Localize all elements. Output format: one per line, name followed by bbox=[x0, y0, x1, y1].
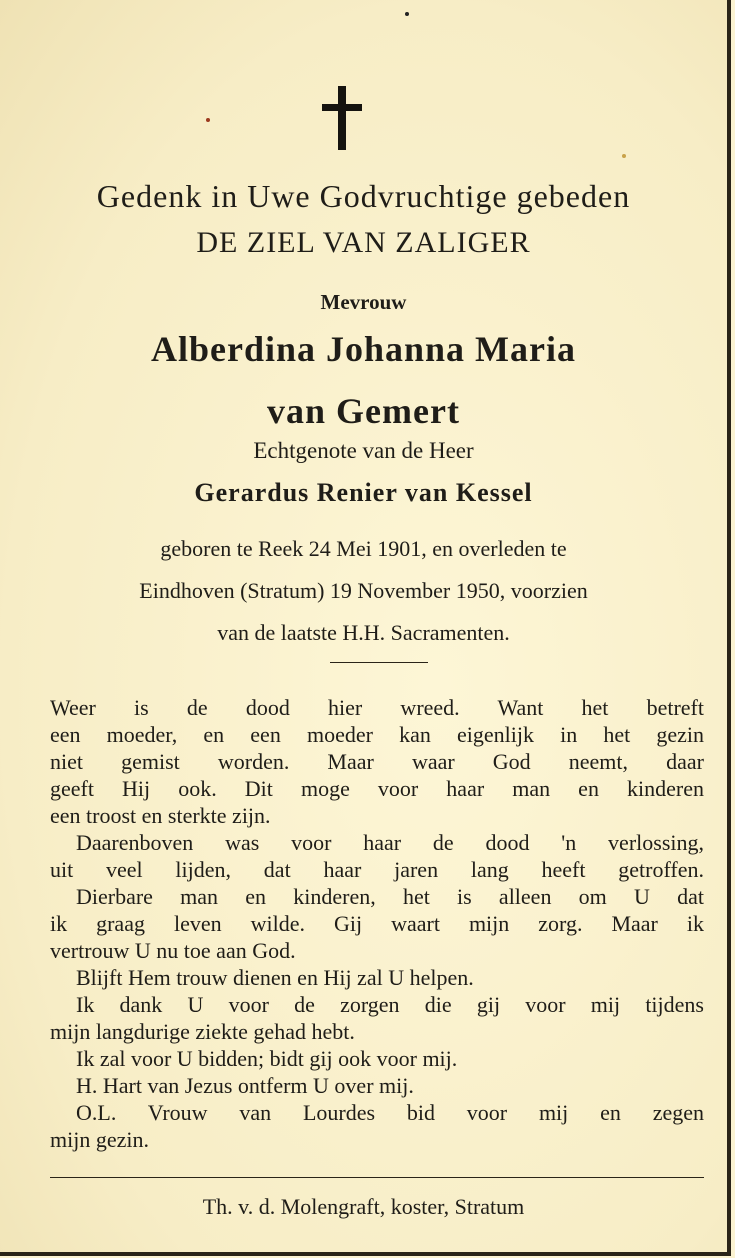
ink-speck bbox=[622, 154, 626, 158]
body-line: mijn gezin. bbox=[50, 1127, 149, 1152]
body-line: Blijft Hem trouw dienen en Hij zal U helpen. bbox=[76, 965, 474, 990]
divider-short bbox=[330, 662, 428, 663]
ink-speck bbox=[405, 12, 409, 16]
heading-line2: DE ZIEL VAN ZALIGER bbox=[196, 226, 531, 259]
body-line: niet gemist worden. Maar waar God neemt, daar bbox=[50, 749, 704, 774]
body-line: vertrouw U nu toe aan God. bbox=[50, 938, 296, 963]
body-line: een moeder, en een moeder kan eigenlijk in het gezin bbox=[50, 722, 704, 747]
divider-long bbox=[50, 1177, 704, 1178]
life-line3: van de laatste H.H. Sacramenten. bbox=[217, 620, 510, 645]
body-line: H. Hart van Jezus ontferm U over mij. bbox=[76, 1073, 414, 1098]
life-line2: Eindhoven (Stratum) 19 November 1950, voorzien bbox=[139, 578, 588, 603]
spouse-name: Gerardus Renier van Kessel bbox=[194, 478, 533, 507]
body-line: geeft Hij ook. Dit moge voor haar man en kinderen bbox=[50, 776, 704, 801]
body-line: Ik zal voor U bidden; bidt gij ook voor mij. bbox=[76, 1046, 458, 1071]
body-line: Daarenboven was voor haar de dood 'n verlossing, bbox=[76, 830, 704, 855]
memorial-text bbox=[50, 694, 704, 1153]
body-line: een troost en sterkte zijn. bbox=[50, 803, 271, 828]
body-line: ik graag leven wilde. Gij waart mijn zorg. Maar ik bbox=[50, 911, 704, 936]
body-line: O.L. Vrouw van Lourdes bid voor mij en zegen bbox=[76, 1100, 704, 1125]
cross-icon bbox=[322, 86, 362, 150]
body-line: Weer is de dood hier wreed. Want het betreft bbox=[50, 695, 704, 720]
body-line: mijn langdurige ziekte gehad hebt. bbox=[50, 1019, 355, 1044]
name-line2: van Gemert bbox=[267, 391, 460, 431]
name-line1: Alberdina Johanna Maria bbox=[150, 329, 577, 369]
printer-credit: Th. v. d. Molengraft, koster, Stratum bbox=[202, 1194, 525, 1219]
ink-speck bbox=[206, 118, 210, 122]
spouse-intro: Echtgenote van de Heer bbox=[253, 438, 474, 463]
life-line1: geboren te Reek 24 Mei 1901, en overleden te bbox=[160, 536, 567, 561]
body-line: Ik dank U voor de zorgen die gij voor mij tijdens bbox=[76, 992, 704, 1017]
body-line: Dierbare man en kinderen, het is alleen om U dat bbox=[76, 884, 704, 909]
body-line: uit veel lijden, dat haar jaren lang heeft getroffen. bbox=[50, 857, 704, 882]
heading-line1: Gedenk in Uwe Godvruchtige gebeden bbox=[96, 178, 631, 214]
salutation: Mevrouw bbox=[320, 290, 407, 314]
